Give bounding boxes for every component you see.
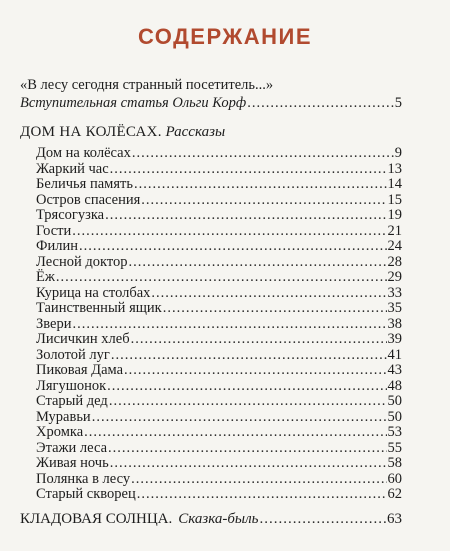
entry-title: Гости bbox=[36, 222, 72, 239]
section-subtitle: Рассказы bbox=[165, 124, 226, 140]
toc-entry bbox=[36, 269, 402, 286]
page-number: 53 bbox=[387, 424, 402, 440]
toc-entry bbox=[36, 424, 402, 441]
toc-entry bbox=[36, 161, 402, 178]
toc-entry bbox=[36, 486, 402, 503]
toc-entry bbox=[36, 145, 402, 162]
toc-entry bbox=[36, 378, 402, 395]
dot-leader bbox=[92, 409, 387, 426]
page-number: 19 bbox=[387, 207, 402, 223]
page-number: 63 bbox=[387, 511, 402, 527]
dot-leader bbox=[105, 207, 386, 224]
page-number: 48 bbox=[387, 377, 402, 394]
entry-title: Звери bbox=[36, 315, 72, 332]
page-number: 5 bbox=[394, 95, 402, 111]
section-title: ДОМ НА КОЛЁСАХ. bbox=[20, 124, 162, 140]
dot-leader bbox=[110, 455, 387, 472]
toc-entry bbox=[36, 471, 402, 488]
dot-leader bbox=[108, 440, 386, 457]
entry-title: Филин bbox=[36, 238, 78, 254]
page-title: СОДЕРЖАНИЕ bbox=[137, 24, 313, 49]
page-number: 50 bbox=[387, 408, 402, 425]
entry-title: Лесной доктор bbox=[36, 253, 128, 270]
page-number: 62 bbox=[387, 486, 402, 502]
page-number: 41 bbox=[387, 346, 402, 363]
toc-entry bbox=[36, 331, 402, 348]
entry-title: Дом на колёсах bbox=[36, 145, 131, 161]
toc-entry bbox=[36, 176, 402, 193]
toc-entry bbox=[36, 409, 402, 426]
page-number: 14 bbox=[387, 176, 402, 192]
page-number: 38 bbox=[387, 315, 402, 332]
dot-leader bbox=[107, 378, 386, 395]
dot-leader bbox=[84, 424, 386, 441]
page-number: 58 bbox=[387, 455, 402, 471]
page-number: 35 bbox=[387, 300, 402, 316]
entry-title: Муравьи bbox=[36, 408, 91, 425]
toc-entry bbox=[36, 223, 402, 240]
page-number: 28 bbox=[387, 253, 402, 270]
page-number: 15 bbox=[387, 191, 402, 208]
dot-leader bbox=[110, 161, 387, 178]
page-number: 50 bbox=[387, 393, 402, 409]
page-number: 29 bbox=[387, 269, 402, 285]
entry-title: Беличья память bbox=[36, 176, 133, 192]
toc-entry bbox=[36, 362, 402, 379]
page-number: 21 bbox=[387, 222, 402, 239]
toc-entry bbox=[36, 455, 402, 472]
entry-title: Таинственный ящик bbox=[36, 300, 162, 316]
section-heading-dom-na-kolesakh bbox=[20, 124, 225, 141]
toc-entry bbox=[36, 440, 402, 457]
toc-entry bbox=[36, 300, 402, 317]
entry-title: Лягушонок bbox=[36, 377, 107, 394]
intro-article-title: Вступительная статья Ольги Корф bbox=[20, 95, 247, 111]
entry-title: Пиковая Дама bbox=[36, 362, 124, 378]
dot-leader bbox=[129, 254, 387, 271]
dot-leader bbox=[109, 393, 387, 410]
dot-leader bbox=[124, 362, 386, 379]
dot-leader bbox=[247, 95, 394, 112]
dot-leader bbox=[134, 176, 387, 193]
dot-leader bbox=[56, 269, 387, 286]
toc-entry bbox=[36, 316, 402, 333]
intro-article-entry bbox=[20, 95, 402, 112]
page-number: 33 bbox=[387, 284, 402, 301]
intro-epigraph: «В лесу сегодня странный посетитель...» bbox=[20, 77, 274, 93]
toc-entry bbox=[36, 238, 402, 255]
dot-leader bbox=[131, 471, 386, 488]
toc-entry bbox=[36, 254, 402, 271]
toc-entry bbox=[36, 285, 402, 302]
toc-entry bbox=[36, 393, 402, 410]
entry-title: Остров спасения bbox=[36, 191, 141, 208]
entry-title: Старый скворец bbox=[36, 486, 136, 502]
entry-title: Живая ночь bbox=[36, 455, 109, 471]
entry-title: Ёж bbox=[36, 269, 55, 285]
entry-title: Лисичкин хлеб bbox=[36, 331, 130, 347]
page-number: 13 bbox=[387, 160, 402, 177]
entry-title: Курица на столбах bbox=[36, 284, 151, 301]
dot-leader bbox=[141, 192, 386, 209]
toc-entry bbox=[36, 347, 402, 364]
toc-entry bbox=[36, 192, 402, 209]
dot-leader bbox=[259, 511, 386, 528]
dot-leader bbox=[163, 300, 387, 317]
entry-title: Золотой луг bbox=[36, 346, 110, 363]
page-number: 43 bbox=[387, 362, 402, 378]
dot-leader bbox=[111, 347, 387, 364]
dot-leader bbox=[72, 223, 386, 240]
entry-title: Жаркий час bbox=[36, 160, 109, 177]
dot-leader bbox=[79, 238, 387, 255]
dot-leader bbox=[137, 486, 387, 503]
section-subtitle: Сказка-быль bbox=[178, 511, 259, 527]
page-number: 55 bbox=[387, 439, 402, 456]
page-number: 39 bbox=[387, 331, 402, 347]
page-number: 60 bbox=[387, 470, 402, 487]
dot-leader bbox=[151, 285, 386, 302]
page-number: 24 bbox=[387, 238, 402, 254]
entry-title: Хромка bbox=[36, 424, 84, 440]
entry-title: Трясогузка bbox=[36, 207, 105, 223]
dot-leader bbox=[72, 316, 386, 333]
page-number: 9 bbox=[394, 145, 402, 161]
dot-leader bbox=[131, 331, 387, 348]
entry-title: Полянка в лесу bbox=[36, 470, 131, 487]
dot-leader bbox=[132, 145, 394, 162]
section-entry-kladovaya-solntsa bbox=[20, 511, 402, 528]
entry-title: Этажи леса bbox=[36, 439, 108, 456]
section-title: КЛАДОВАЯ СОЛНЦА. bbox=[20, 511, 173, 527]
toc-entry bbox=[36, 207, 402, 224]
entry-title: Старый дед bbox=[36, 393, 108, 409]
